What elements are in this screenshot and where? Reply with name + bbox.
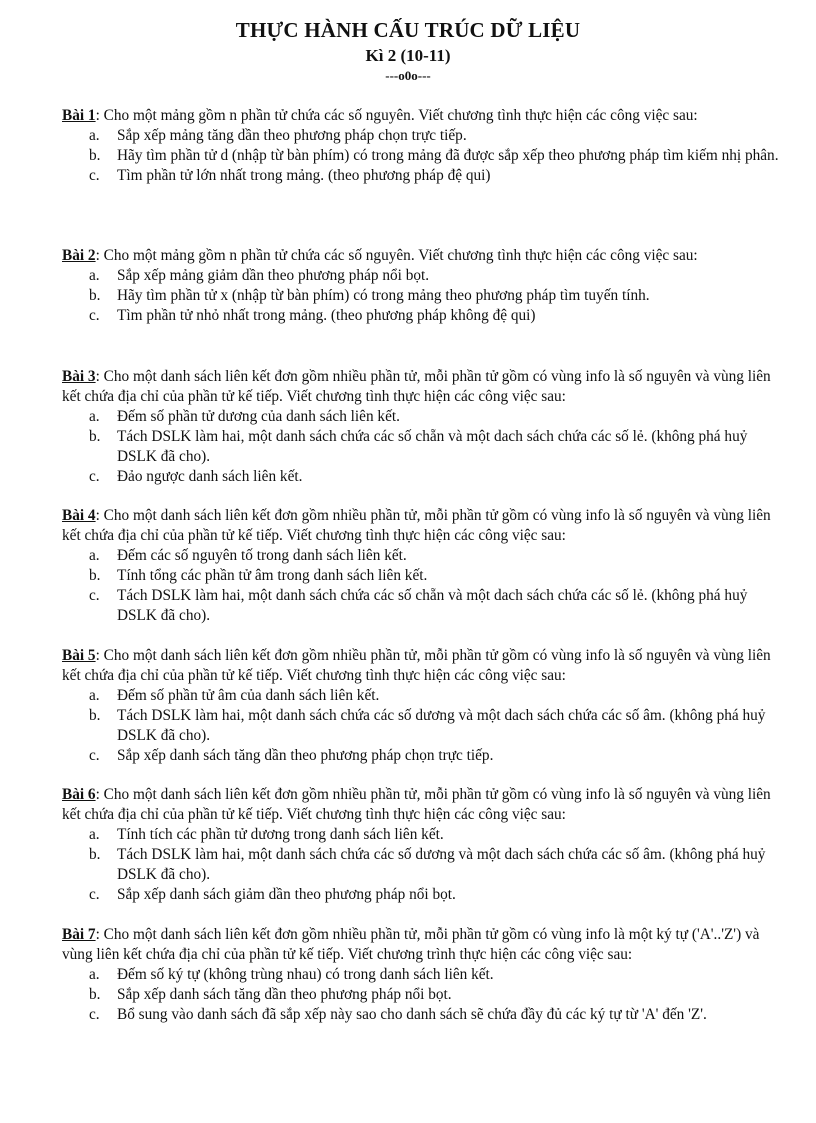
task-marker: b. bbox=[89, 428, 101, 445]
task-list bbox=[62, 126, 780, 186]
task-item bbox=[62, 546, 780, 566]
task-marker: a. bbox=[89, 826, 100, 843]
exercise-1 bbox=[62, 106, 780, 186]
task-text: Đếm số ký tự (không trùng nhau) có trong danh sách liên kết. bbox=[117, 966, 494, 983]
exercise-label: Bài 6 bbox=[62, 786, 96, 803]
task-marker: a. bbox=[89, 267, 100, 284]
task-list bbox=[62, 686, 780, 766]
task-marker: c. bbox=[89, 307, 100, 324]
task-item bbox=[62, 746, 780, 766]
task-item bbox=[62, 467, 780, 487]
task-text: Tính tích các phần tử dương trong danh sách liên kết. bbox=[117, 826, 444, 843]
task-marker: c. bbox=[89, 1006, 100, 1023]
task-text: Đảo ngược danh sách liên kết. bbox=[117, 468, 303, 485]
exercise-intro-text: Cho một danh sách liên kết đơn gồm nhiều phần tử, mỗi phần tử gồm có vùng info là số nguyên và vùng liên kết chứa địa chỉ của phần tử kế tiếp. Viết chương tình thực hiện các công việc sau: bbox=[62, 507, 771, 544]
exercise-intro: Bài 3: Cho một danh sách liên kết đơn gồm nhiều phần tử, mỗi phần tử gồm có vùng info là số nguyên và vùng liên kết chứa địa chỉ của phần tử kế tiếp. Viết chương tình thực hiện các công việc sau: bbox=[62, 368, 771, 405]
exercise-intro-text: Cho một danh sách liên kết đơn gồm nhiều phần tử, mỗi phần tử gồm có vùng info là một ký tự ('A'..'Z') và vùng liên kết chứa địa chỉ của phần tử kế tiếp. Viết chương trình thực hiện các công việc sau: bbox=[62, 926, 760, 963]
task-text: Sắp xếp danh sách tăng dần theo phương pháp chọn trực tiếp. bbox=[117, 747, 494, 764]
task-marker: b. bbox=[89, 287, 101, 304]
task-item bbox=[62, 1005, 780, 1025]
task-marker: b. bbox=[89, 707, 101, 724]
task-list bbox=[62, 965, 780, 1025]
task-marker: a. bbox=[89, 547, 100, 564]
task-marker: a. bbox=[89, 687, 100, 704]
exercise-2 bbox=[62, 246, 780, 326]
task-text: Hãy tìm phần tử x (nhập từ bàn phím) có trong mảng theo phương pháp tìm tuyến tính. bbox=[117, 287, 650, 304]
exercise-intro-text: Cho một danh sách liên kết đơn gồm nhiều phần tử, mỗi phần tử gồm có vùng info là số nguyên và vùng liên kết chứa địa chỉ của phần tử kế tiếp. Viết chương tình thực hiện các công việc sau: bbox=[62, 368, 771, 405]
exercise-4 bbox=[62, 506, 780, 626]
task-marker: c. bbox=[89, 886, 100, 903]
task-item bbox=[62, 266, 780, 286]
task-item bbox=[62, 146, 780, 166]
task-marker: a. bbox=[89, 127, 100, 144]
exercise-label: Bài 2 bbox=[62, 247, 96, 264]
exercise-label: Bài 1 bbox=[62, 107, 96, 124]
exercise-label: Bài 5 bbox=[62, 647, 96, 664]
task-item bbox=[62, 965, 780, 985]
task-text: Sắp xếp danh sách tăng dần theo phương pháp nổi bọt. bbox=[117, 986, 452, 1003]
task-text: Đếm các số nguyên tố trong danh sách liên kết. bbox=[117, 547, 407, 564]
exercise-intro: Bài 6: Cho một danh sách liên kết đơn gồm nhiều phần tử, mỗi phần tử gồm có vùng info là số nguyên và vùng liên kết chứa địa chỉ của phần tử kế tiếp. Viết chương tình thực hiện các công việc sau: bbox=[62, 786, 771, 823]
task-item bbox=[62, 566, 780, 586]
task-text: Đếm số phần tử âm của danh sách liên kết. bbox=[117, 687, 380, 704]
exercise-label: Bài 7 bbox=[62, 926, 96, 943]
task-item bbox=[62, 985, 780, 1005]
task-text: Tách DSLK làm hai, một danh sách chứa các số dương và một dach sách chứa các số âm. (không phá huỷ DSLK đã cho). bbox=[117, 707, 766, 744]
task-list bbox=[62, 407, 780, 487]
task-item bbox=[62, 706, 780, 746]
exercise-label: Bài 4 bbox=[62, 507, 96, 524]
exercise-intro-text: Cho một mảng gồm n phần tử chứa các số nguyên. Viết chương tình thực hiện các công việc sau: bbox=[103, 247, 698, 264]
exercise-6 bbox=[62, 785, 780, 905]
task-marker: b. bbox=[89, 567, 101, 584]
task-item bbox=[62, 427, 780, 467]
task-item bbox=[62, 306, 780, 326]
task-item bbox=[62, 885, 780, 905]
task-text: Sắp xếp mảng giảm dần theo phương pháp nổi bọt. bbox=[117, 267, 430, 284]
exercise-7 bbox=[62, 925, 780, 1025]
exercise-intro: Bài 4: Cho một danh sách liên kết đơn gồm nhiều phần tử, mỗi phần tử gồm có vùng info là số nguyên và vùng liên kết chứa địa chỉ của phần tử kế tiếp. Viết chương tình thực hiện các công việc sau: bbox=[62, 507, 771, 544]
task-list bbox=[62, 546, 780, 626]
task-text: Hãy tìm phần tử d (nhập từ bàn phím) có trong mảng đã được sắp xếp theo phương pháp tìm kiếm nhị phân. bbox=[117, 147, 779, 164]
task-marker: c. bbox=[89, 587, 100, 604]
exercise-intro-text: Cho một danh sách liên kết đơn gồm nhiều phần tử, mỗi phần tử gồm có vùng info là số nguyên và vùng liên kết chứa địa chỉ của phần tử kế tiếp. Viết chương tình thực hiện các công việc sau: bbox=[62, 786, 771, 823]
task-item bbox=[62, 286, 780, 306]
task-marker: b. bbox=[89, 986, 101, 1003]
task-text: Tách DSLK làm hai, một danh sách chứa các số dương và một dach sách chứa các số âm. (không phá huỷ DSLK đã cho). bbox=[117, 846, 766, 883]
task-marker: c. bbox=[89, 468, 100, 485]
exercise-intro: Bài 2: Cho một mảng gồm n phần tử chứa các số nguyên. Viết chương tình thực hiện các công việc sau: bbox=[62, 247, 698, 264]
exercise-intro: Bài 5: Cho một danh sách liên kết đơn gồm nhiều phần tử, mỗi phần tử gồm có vùng info là số nguyên và vùng liên kết chứa địa chỉ của phần tử kế tiếp. Viết chương tình thực hiện các công việc sau: bbox=[62, 647, 771, 684]
task-text: Tách DSLK làm hai, một danh sách chứa các số chẵn và một dach sách chứa các số lẻ. (không phá huỷ DSLK đã cho). bbox=[117, 587, 748, 624]
task-text: Bổ sung vào danh sách đã sắp xếp này sao cho danh sách sẽ chứa đầy đủ các ký tự từ 'A' đến 'Z'. bbox=[117, 1006, 707, 1023]
task-item bbox=[62, 825, 780, 845]
exercise-intro: Bài 1: Cho một mảng gồm n phần tử chứa các số nguyên. Viết chương tình thực hiện các công việc sau: bbox=[62, 107, 698, 124]
task-marker: b. bbox=[89, 846, 101, 863]
task-text: Tìm phần tử nhỏ nhất trong mảng. (theo phương pháp không đệ qui) bbox=[117, 307, 536, 324]
task-item bbox=[62, 126, 780, 146]
task-marker: c. bbox=[89, 747, 100, 764]
task-item bbox=[62, 845, 780, 885]
task-item bbox=[62, 407, 780, 427]
task-text: Tìm phần tử lớn nhất trong mảng. (theo phương pháp đệ qui) bbox=[117, 167, 491, 184]
page-title: THỰC HÀNH CẤU TRÚC DỮ LIỆU bbox=[235, 18, 581, 42]
exercise-5 bbox=[62, 646, 780, 766]
task-list bbox=[62, 266, 780, 326]
task-item bbox=[62, 166, 780, 186]
title-divider: ---o0o--- bbox=[385, 68, 431, 83]
task-item bbox=[62, 686, 780, 706]
task-marker: a. bbox=[89, 966, 100, 983]
task-text: Đếm số phần tử dương của danh sách liên kết. bbox=[117, 408, 400, 425]
task-text: Tách DSLK làm hai, một danh sách chứa các số chẵn và một dach sách chứa các số lẻ. (không phá huỷ DSLK đã cho). bbox=[117, 428, 748, 465]
task-marker: c. bbox=[89, 167, 100, 184]
task-list bbox=[62, 825, 780, 905]
task-item bbox=[62, 586, 780, 626]
exercise-label: Bài 3 bbox=[62, 368, 96, 385]
task-text: Sắp xếp mảng tăng dần theo phương pháp chọn trực tiếp. bbox=[117, 127, 467, 144]
task-marker: b. bbox=[89, 147, 101, 164]
exercise-3 bbox=[62, 367, 780, 487]
exercise-intro: Bài 7: Cho một danh sách liên kết đơn gồm nhiều phần tử, mỗi phần tử gồm có vùng info là một ký tự ('A'..'Z') và vùng liên kết chứa địa chỉ của phần tử kế tiếp. Viết chương trình thực hiện các công việc sau: bbox=[62, 926, 760, 963]
exercise-intro-text: Cho một mảng gồm n phần tử chứa các số nguyên. Viết chương tình thực hiện các công việc sau: bbox=[103, 107, 698, 124]
task-marker: a. bbox=[89, 408, 100, 425]
task-text: Tính tổng các phần tử âm trong danh sách liên kết. bbox=[117, 567, 428, 584]
page-subtitle: Kì 2 (10-11) bbox=[365, 46, 451, 65]
task-text: Sắp xếp danh sách giảm dần theo phương pháp nổi bọt. bbox=[117, 886, 456, 903]
exercise-intro-text: Cho một danh sách liên kết đơn gồm nhiều phần tử, mỗi phần tử gồm có vùng info là số nguyên và vùng liên kết chứa địa chỉ của phần tử kế tiếp. Viết chương tình thực hiện các công việc sau: bbox=[62, 647, 771, 684]
